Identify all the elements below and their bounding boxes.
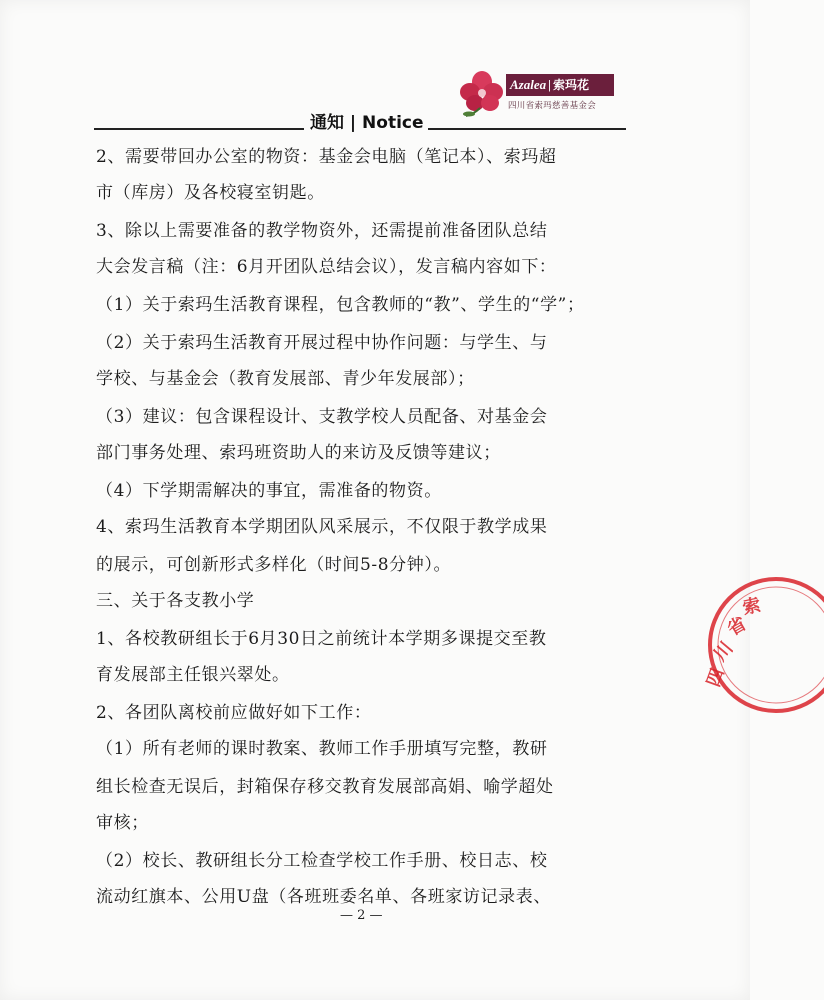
azalea-flower-icon — [460, 68, 504, 118]
official-seal — [702, 570, 763, 720]
text-line: 1、各校教研组长于6月30日之前统计本学期多课提交至教 — [96, 629, 547, 649]
logo-wordmark: Azalea | 索玛花 — [506, 74, 614, 96]
notice-title: 通知 | Notice — [310, 113, 424, 133]
page-number: — 2 — — [340, 908, 383, 923]
header-rule-left — [94, 128, 304, 130]
logo-subtitle: 四川省索玛慈善基金会 — [508, 101, 597, 111]
text-line: 育发展部主任银兴翠处。 — [96, 665, 290, 685]
text-line: （4）下学期需解决的事宜，需准备的物资。 — [96, 481, 442, 501]
seal-char: 四 — [702, 665, 729, 690]
text-line: （1）所有老师的课时教案、教师工作手册填写完整，教研 — [96, 739, 548, 759]
text-line: 学校、与基金会（教育发展部、青少年发展部）； — [96, 369, 475, 389]
seal-char: 索 — [740, 594, 763, 619]
text-line: 部门事务处理、索玛班资助人的来访及反馈等建议； — [96, 443, 501, 463]
text-line: 2、需要带回办公室的物资：基金会电脑（笔记本）、索玛超 — [96, 147, 557, 167]
text-line: （2）校长、教研组长分工检查学校工作手册、校日志、校 — [96, 851, 548, 871]
seal-char: 川 — [709, 637, 738, 666]
text-line: 的展示，可创新形式多样化（时间5-8分钟）。 — [96, 555, 452, 575]
seal-char: 省 — [724, 613, 751, 641]
text-line: 流动红旗本、公用U盘（各班班委名单、各班家访记录表、 — [96, 887, 551, 907]
text-line: 市（库房）及各校寝室钥匙。 — [96, 183, 325, 203]
text-line: （3）建议：包含课程设计、支教学校人员配备、对基金会 — [96, 407, 548, 427]
text-line: 大会发言稿（注：6月开团队总结会议），发言稿内容如下： — [96, 257, 557, 277]
text-line: 审核； — [96, 813, 149, 833]
text-line: 4、索玛生活教育本学期团队风采展示，不仅限于教学成果 — [96, 517, 548, 537]
text-line: （1）关于索玛生活教育课程，包含教师的“教”、学生的“学”； — [96, 295, 585, 315]
text-line: 3、除以上需要准备的教学物资外，还需提前准备团队总结 — [96, 221, 548, 241]
text-line: 2、各团队离校前应做好如下工作： — [96, 703, 372, 723]
seal-stamp-icon — [704, 570, 824, 720]
foundation-logo — [458, 66, 616, 124]
text-line: （2）关于索玛生活教育开展过程中协作问题：与学生、与 — [96, 333, 548, 353]
header-rule-right — [428, 128, 626, 130]
text-line: 组长检查无误后，封箱保存移交教育发展部高娟、喻学超处 — [96, 777, 554, 797]
section-heading: 三、关于各支教小学 — [96, 591, 255, 611]
